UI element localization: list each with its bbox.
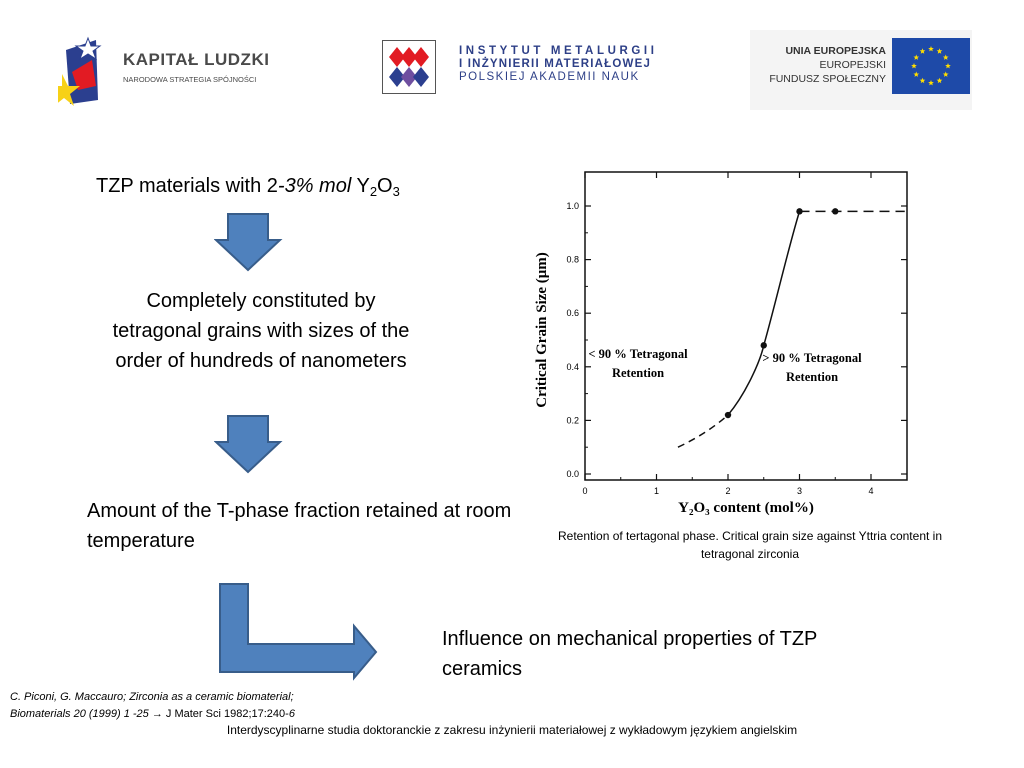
eu-line1: UNIA EUROPEJSKA: [785, 45, 886, 57]
tzp-sub2: 3: [392, 184, 400, 199]
eu-star-icon: [911, 63, 917, 68]
imim-emblem-icon: [383, 41, 435, 93]
citation-ref: J Mater Sci 1982;17:240-: [162, 708, 289, 720]
y-tick-label: 0.4: [566, 361, 579, 372]
eu-logo-text: [764, 44, 886, 86]
imim-line3: POLSKIEJ AKADEMII NAUK: [459, 71, 640, 83]
y-tick-label: 1.0: [566, 201, 579, 211]
eu-star-icon: [937, 48, 943, 53]
imim-name: [459, 45, 658, 84]
x-tick-label: 0: [582, 486, 588, 496]
series-measured: [728, 211, 800, 415]
chart-caption: Retention of tertagonal phase. Critical grain size against Yttria content in tetragonal zirconia: [558, 529, 942, 561]
eu-star-icon: [937, 78, 943, 83]
eu-star-icon: [945, 63, 951, 68]
eu-star-icon: [928, 80, 934, 85]
eu-line2: EUROPEJSKI: [819, 59, 886, 71]
x-tick-label: 3: [796, 486, 803, 496]
y-axis-label: Critical Grain Size (μm): [534, 252, 550, 408]
citation-journal: Biomaterials 20 (1999) 1 -25: [10, 708, 152, 720]
data-point: [725, 412, 731, 418]
grain-size-chart: [520, 160, 920, 520]
kapital-ludzki-emblem-icon: [58, 30, 118, 108]
kapital-ludzki-logo: [58, 30, 308, 108]
bent-arrow-icon: [218, 582, 380, 682]
annotation-right-line2: Retention: [785, 370, 839, 384]
kapital-ludzki-subtitle: NARODOWA STRATEGIA SPÓJNOŚCI: [123, 75, 257, 84]
eu-flag: [892, 38, 970, 94]
tzp-formula-o: O: [377, 175, 393, 197]
flow-step-tetragonal: Completely constituted by tetragonal grains with sizes of the order of hundreds of nanometers: [112, 290, 410, 372]
imim-emblem: [382, 40, 436, 94]
series-extrapolation-low: [678, 415, 728, 447]
tzp-formula-y: Y: [351, 175, 370, 197]
series-group: [678, 211, 905, 447]
data-point: [796, 208, 802, 214]
annotation-left-line2: Retention: [611, 366, 665, 380]
eu-star-icon: [928, 46, 934, 51]
imim-line1: INSTYTUT METALURGII: [459, 45, 658, 57]
flow-step-amount: Amount of the T-phase fraction retained at room temperature: [87, 500, 512, 552]
eu-star-icon: [943, 72, 949, 77]
kapital-ludzki-title: KAPITAŁ LUDZKI: [123, 50, 270, 69]
eu-star-icon: [943, 55, 949, 60]
y-tick-label: 0.2: [566, 415, 579, 426]
down-arrow-1-icon: [214, 212, 284, 274]
tzp-text: TZP materials with 2: [96, 175, 278, 197]
x-tick-label: 1: [653, 486, 660, 496]
y-axis: [566, 201, 907, 479]
y-tick-label: 0.0: [566, 469, 579, 479]
x-axis-label: Y₂O₃ content (mol%): [678, 500, 814, 516]
tzp-mol: -3% mol: [277, 175, 352, 197]
y-tick-label: 0.8: [566, 254, 579, 265]
eu-star-icon: [920, 48, 926, 53]
citation: [10, 689, 295, 723]
flow-step-tzp: [96, 175, 400, 199]
citation-line1: C. Piconi, G. Maccauro; Zirconia as a ceramic biomaterial;: [10, 691, 294, 703]
footer-text: Interdyscyplinarne studia doktoranckie z zakresu inżynierii materiałowej z wykładowym językiem angielskim: [226, 723, 798, 737]
markers-group: [725, 208, 839, 418]
arrow-right-icon: →: [151, 708, 163, 720]
annotation-left-line1: < 90 % Tetragonal: [588, 347, 688, 361]
eu-line3: FUNDUSZ SPOŁECZNY: [769, 73, 886, 85]
x-axis: [582, 172, 873, 496]
data-point: [761, 342, 767, 348]
x-tick-label: 4: [868, 486, 874, 496]
annotation-right-line1: > 90 % Tetragonal: [762, 351, 862, 365]
plot-frame: [585, 172, 907, 480]
down-arrow-2-icon: [214, 414, 284, 476]
citation-line2: [10, 706, 295, 723]
eu-star-icon: [913, 72, 919, 77]
data-point: [832, 208, 838, 214]
eu-logo: [750, 30, 972, 110]
y-tick-label: 0.6: [566, 308, 579, 319]
imim-line2: I INŻYNIERII MATERIAŁOWEJ: [459, 58, 652, 70]
eu-star-icon: [913, 55, 919, 60]
eu-stars-icon: [892, 38, 970, 94]
eu-star-icon: [920, 78, 926, 83]
x-tick-label: 2: [725, 486, 731, 496]
citation-ref-end: 6: [288, 708, 295, 720]
tzp-sub1: 2: [369, 184, 378, 199]
flow-step-influence: Influence on mechanical properties of TZP ceramics: [442, 628, 818, 680]
